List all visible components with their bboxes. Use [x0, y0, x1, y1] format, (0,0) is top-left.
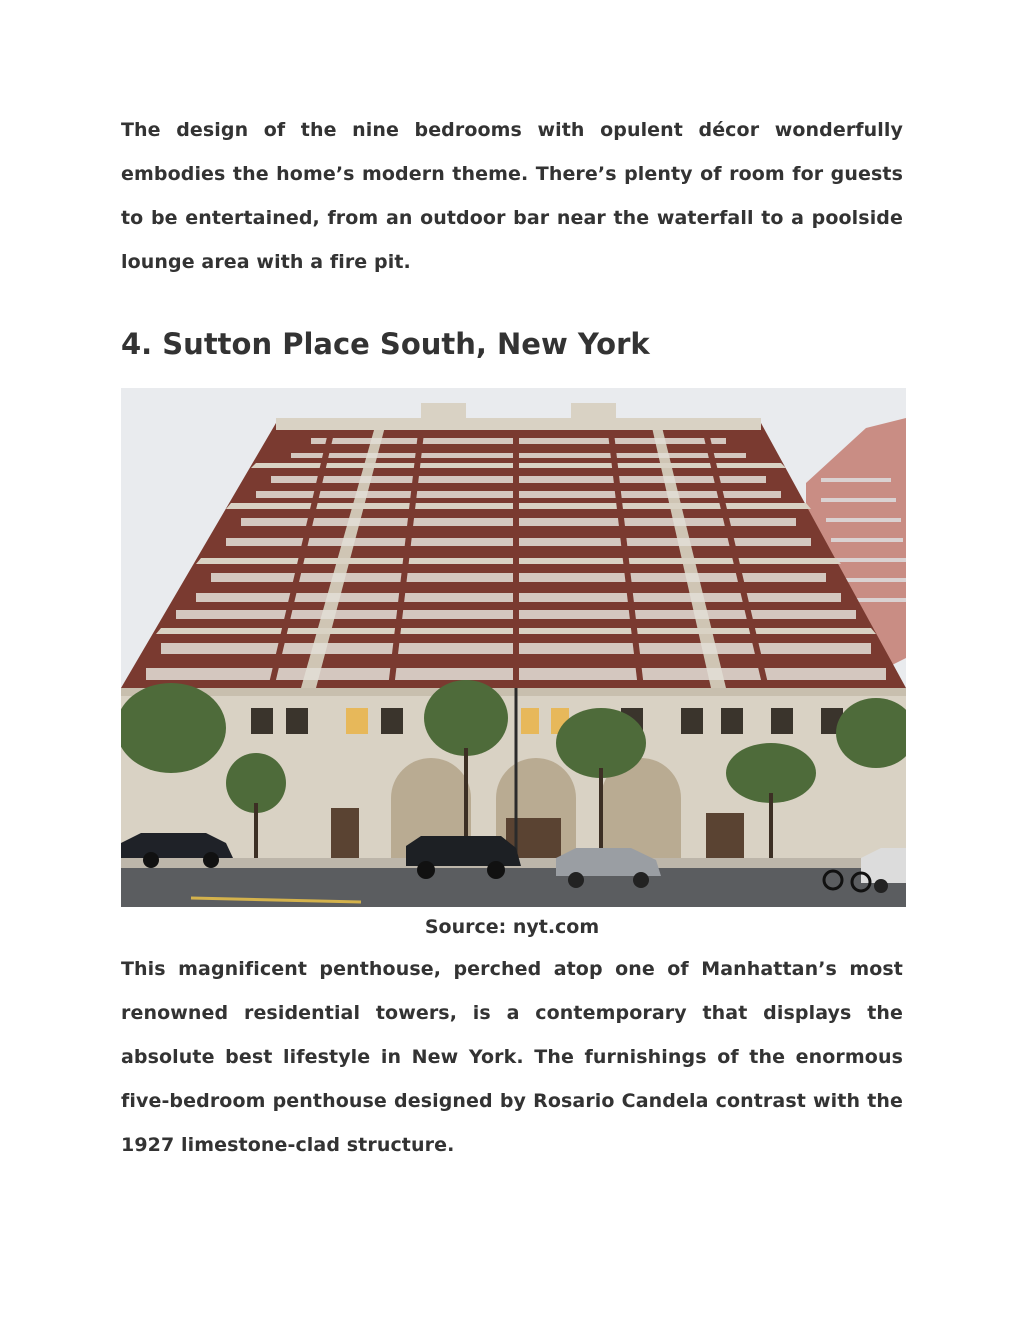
- building-photo: [121, 388, 906, 907]
- document-page: [121, 108, 903, 1167]
- section-heading: 4. Sutton Place South, New York: [121, 327, 650, 361]
- body-paragraph: This magnificent penthouse, perched atop one of Manhattan’s most renowned residential towers, is a contemporary that displays the absolute best lifestyle in New York. The furnishings of the enormous five-bedroom penthouse designed by Rosario Candela contrast with the 1927 limestone-clad structure.: [121, 958, 903, 1156]
- intro-paragraph: The design of the nine bedrooms with opulent décor wonderfully embodies the home’s modern theme. There’s plenty of room for guests to be entertained, from an outdoor bar near the waterfall to a poolside lounge area with a fire pit.: [121, 119, 903, 273]
- photo-caption: Source: nyt.com: [424, 916, 600, 938]
